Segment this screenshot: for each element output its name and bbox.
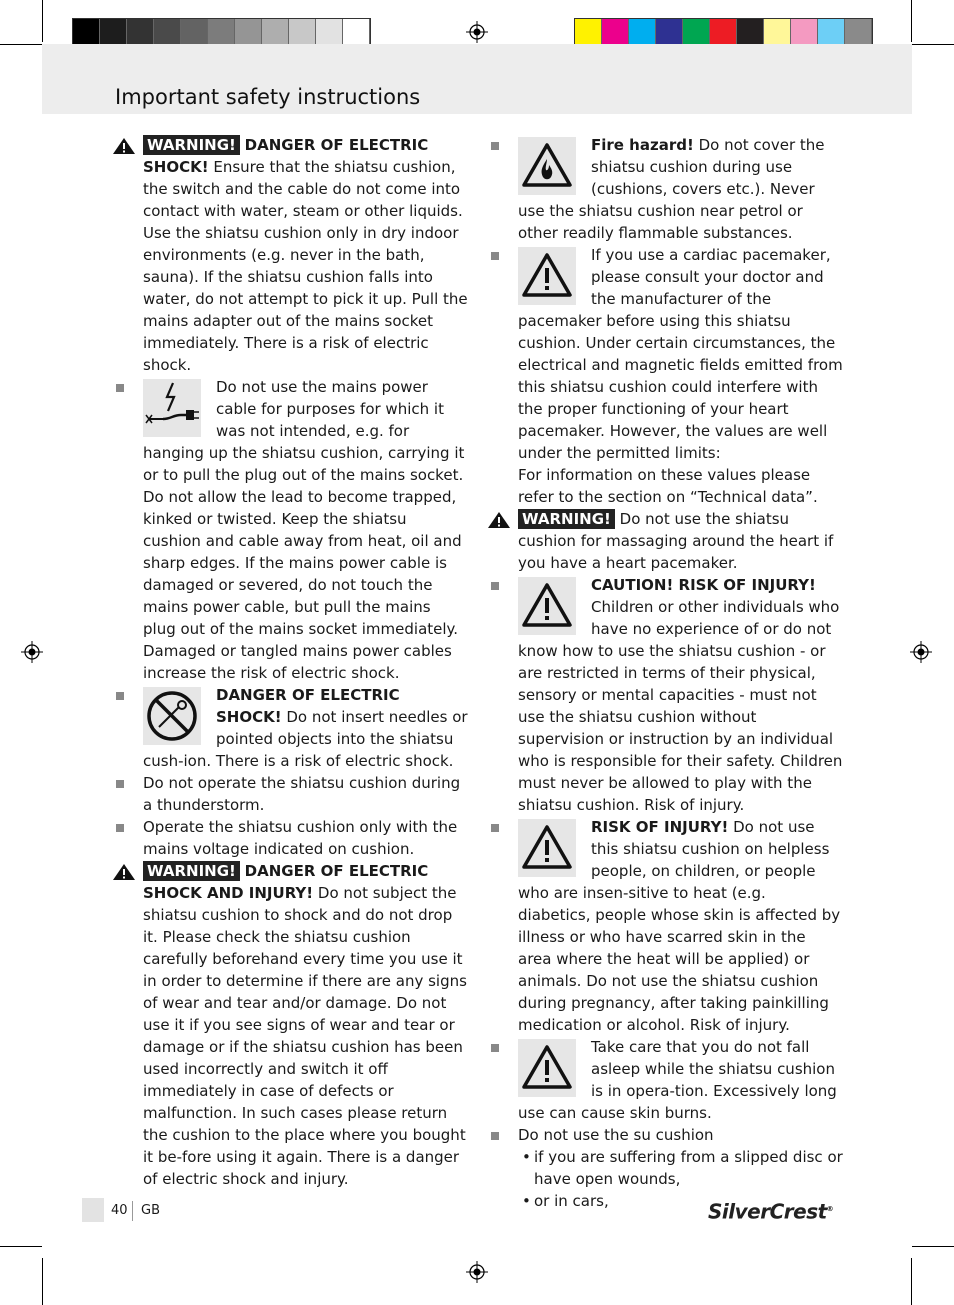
item-heading: Fire hazard! <box>591 136 694 154</box>
item-heading: DANGER OF ELECTRIC SHOCK! <box>216 686 400 726</box>
color-swatch <box>127 19 154 47</box>
brand-prefix: Silver <box>708 1199 770 1224</box>
color-swatch <box>235 19 262 47</box>
item-text: Take care that you do not fall asleep while the shiatsu cushion is in opera-tion. Excessively long use can cause skin burns. <box>518 1038 837 1122</box>
registration-mark-icon <box>910 641 932 663</box>
warning-triangle-icon <box>518 247 576 305</box>
color-swatch <box>764 19 791 47</box>
item-text: If you use a cardiac pacemaker, please consult your doctor and the manufacturer of the pacemaker before using this shiatsu cushion. Under certain circumstances, the electrical and magnetic fields emitted from this shiatsu cushion could interfere with the proper functioning of your heart pacemaker. However, the values are well under the permitted limits: <box>518 246 843 462</box>
color-swatch <box>818 19 845 47</box>
sub-bullet: • <box>522 1192 531 1210</box>
list-item <box>487 134 843 244</box>
bullet <box>491 252 499 260</box>
item-text: Do not cover the shiatsu cushion during use (cushions, covers etc.). Never use the shiatsu cushion near petrol or other readily flammable substances. <box>518 136 825 242</box>
list-item <box>112 376 468 684</box>
fire-hazard-icon <box>518 137 576 195</box>
registration-mark-icon <box>21 641 43 663</box>
item-text: Do not subject the shiatsu cushion to shock and do not drop it. Please check the shiatsu cushion carefully beforehand every time you use it in order to determine if there are any signs of wear and tear and/or damage. Do not use it if you see signs of wear and tear or damage or if the shiatsu cushion has been used incorrectly and switch it off immediately in case of defects or malfunction. In such cases please return the cushion to the place where you bought it be-fore using it again. There is a danger of electric shock and injury. <box>143 884 467 1188</box>
color-swatch <box>73 19 100 47</box>
item-text: Do not use the mains power cable for purposes for which it was not intended, e.g. for hanging up the shiatsu cushion, carrying it or to pull the plug out of the mains socket. Do not allow the lead to become trapped, kinked or twisted. Keep the shiatsu cushion and cable away from heat, oil and sharp edges. If the mains power cable is damaged or severed, do not touch the mains power cable, but pull the mains plug out of the mains socket immediately. Damaged or tangled mains power cables increase the risk of electric shock. <box>143 378 465 682</box>
color-swatch <box>208 19 235 47</box>
no-needles-icon <box>143 687 201 745</box>
color-swatch <box>710 19 737 47</box>
crop-mark <box>0 44 42 45</box>
color-swatch <box>737 19 764 47</box>
list-item <box>487 816 843 1036</box>
color-swatch <box>683 19 710 47</box>
color-swatch <box>845 19 872 47</box>
item-text: Do not use the shiatsu cushion for massaging around the heart if you have a heart pacemaker. <box>518 510 834 572</box>
registration-mark-icon <box>466 1261 488 1283</box>
bullet <box>491 1132 499 1140</box>
warning-triangle-icon <box>518 1039 576 1097</box>
left-column <box>112 134 468 1190</box>
item-text: Ensure that the shiatsu cushion, the switch and the cable do not come into contact with water, steam or other liquids. Use the shiatsu cushion only in dry indoor environments (e.g. never in the bath, sauna). If the shiatsu cushion falls into water, do not attempt to pick it up. Pull the mains adapter out of the mains socket immediately. There is a risk of electric shock. <box>143 158 468 374</box>
right-column <box>487 134 843 1212</box>
page-number: 40 <box>111 1203 128 1218</box>
language-code: GB <box>141 1203 160 1218</box>
warning-triangle-icon <box>518 577 576 635</box>
warning-triangle-icon <box>518 819 576 877</box>
list-item <box>112 134 468 376</box>
item-heading: DANGER OF ELECTRIC SHOCK AND INJURY! <box>143 862 429 902</box>
crop-mark <box>42 1258 43 1305</box>
bullet <box>116 780 124 788</box>
crop-mark <box>912 44 954 45</box>
item-heading: RISK OF INJURY! <box>591 818 729 836</box>
footer-marker <box>82 1198 104 1222</box>
item-text: Do not operate the shiatsu cushion during a thunderstorm. <box>143 774 461 814</box>
bullet <box>491 582 499 590</box>
sub-list-item <box>518 1146 843 1190</box>
list-item <box>112 772 468 816</box>
item-text: Do not insert needles or pointed objects into the shiatsu cush-ion. There is a risk of electric shock. <box>143 708 468 770</box>
bullet <box>116 824 124 832</box>
list-item <box>487 574 843 816</box>
item-text: Children or other individuals who have no experience of or do not know how to use the shiatsu cushion - or are restricted in terms of their physical, sensory or mental capacities - must not use the shiatsu cushion without supervision or instruction by an individual who is responsible for their safety. Children must never be allowed to play with the shiatsu cushion. Risk of injury. <box>518 598 843 814</box>
damaged-cable-icon <box>143 379 201 437</box>
trademark-mark: ® <box>826 1205 834 1213</box>
color-swatch <box>343 19 370 47</box>
list-item <box>487 1036 843 1124</box>
warning-badge: WARNING! <box>143 135 240 155</box>
list-item <box>112 684 468 772</box>
item-heading: DANGER OF ELECTRIC SHOCK! <box>143 136 429 176</box>
bullet <box>116 692 124 700</box>
color-swatch <box>316 19 343 47</box>
crop-mark <box>0 1246 42 1247</box>
crop-mark <box>42 0 43 42</box>
color-swatch <box>575 19 602 47</box>
item-text: Operate the shiatsu cushion only with the mains voltage indicated on cushion. <box>143 818 458 858</box>
warning-triangle-icon <box>112 863 136 881</box>
bullet <box>491 824 499 832</box>
color-swatch <box>181 19 208 47</box>
list-item <box>112 816 468 860</box>
item-text: For information on these values please refer to the section on “Technical data”. <box>518 466 818 506</box>
warning-triangle-icon <box>487 511 511 529</box>
color-swatch <box>100 19 127 47</box>
list-item <box>487 508 843 574</box>
color-swatch <box>289 19 316 47</box>
color-swatch <box>656 19 683 47</box>
color-swatch <box>262 19 289 47</box>
list-item <box>112 860 468 1190</box>
sub-item-text: or in cars, <box>534 1192 609 1210</box>
list-item <box>487 244 843 508</box>
bullet <box>491 1044 499 1052</box>
brand-logo <box>708 1196 833 1225</box>
color-swatch <box>602 19 629 47</box>
warning-badge: WARNING! <box>518 509 615 529</box>
item-text: Do not use this shiatsu cushion on helpless people, on children, or people who are insen-sitive to heat (e.g. diabetics, people whose skin is affected by illness or who have scarred skin in the area where the heat will be applied) or animals. Do not use the shiatsu cushion during pregnancy, after taking painkilling medication or alcohol. Risk of injury. <box>518 818 841 1034</box>
color-swatch <box>791 19 818 47</box>
item-heading: CAUTION! RISK OF INJURY! <box>591 576 816 594</box>
warning-triangle-icon <box>112 137 136 155</box>
crop-mark <box>912 1246 954 1247</box>
bullet <box>491 142 499 150</box>
item-text: Do not use the su cushion <box>518 1126 714 1144</box>
crop-mark <box>911 1258 912 1305</box>
color-swatch <box>154 19 181 47</box>
warning-badge: WARNING! <box>143 861 240 881</box>
footer-divider <box>132 1201 133 1221</box>
registration-mark-icon <box>466 21 488 43</box>
bullet <box>116 384 124 392</box>
color-swatch <box>629 19 656 47</box>
brand-suffix: Crest <box>769 1199 827 1224</box>
sub-item-text: if you are suffering from a slipped disc or have open wounds, <box>534 1148 843 1188</box>
sub-bullet: • <box>522 1148 531 1166</box>
page-title: Important safety instructions <box>115 85 421 109</box>
crop-mark <box>911 0 912 42</box>
